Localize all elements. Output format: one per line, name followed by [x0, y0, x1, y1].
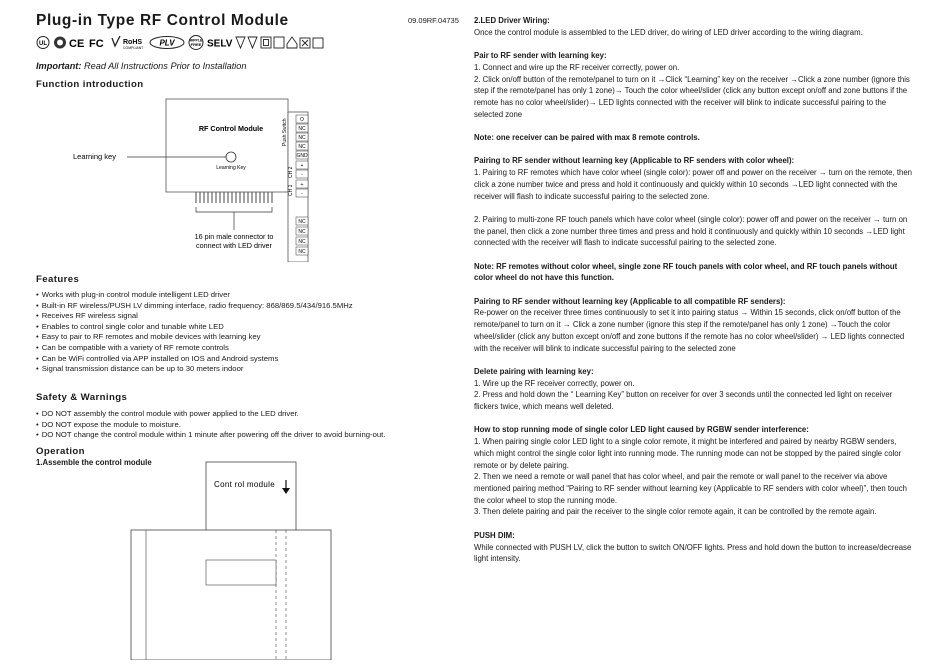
stop-step-2: 2. Then we need a remote or wall panel that has color wheel, and pair the remote or wall panel to the receiver via above mentioned pairing method “Pairing to RF sender without learning key (Applicable to RF senders with color wheel)”, then touch the color wheel to stop the running mode. — [474, 472, 907, 505]
ripple-free-mark-icon — [189, 36, 203, 50]
svg-text:Push Switch: Push Switch — [282, 118, 288, 146]
pair-nokey-step-2: 2. Pairing to multi-zone RF touch panels which have color wheel (single color): power off and power on the receiver → turn on the panel, then click a zone number three times and press and hold it continuously and quickly within 10 seconds →LED light connected with the receiver will flash to indicate successful pairing to the selected zone. — [474, 214, 908, 248]
pair-key-step-2: 2. Click on/off button of the remote/panel to turn on it →Click “Learning” key on the receiver →Click a zone number (ignore this step if the remote/panel has only 1 zone)→ Touch the color wheel/slider (click any button except on/off and zone buttons if the remote has no color wheel/slider)→ LED lights connected with the receiver will blink to indicate successful pairing to the selected zone — [474, 74, 910, 119]
ul-mark-icon — [37, 37, 49, 49]
note1-section — [474, 132, 914, 144]
important-text: Read All Instructions Prior to Installation — [81, 61, 247, 71]
connector-label-line2: connect with LED driver — [196, 241, 272, 250]
svg-text:CE: CE — [69, 38, 85, 50]
list-item: • Enables to control single color and tunable white LED — [36, 322, 353, 333]
important-notice — [36, 61, 247, 71]
svg-text:RIPPLE: RIPPLE — [189, 38, 203, 43]
stop-step-3: 3. Then delete pairing and pair the receiver to the single color remote again, it can be controlled by the remote again. — [474, 507, 877, 517]
operation-sub-heading: 1.Assemble the control module — [36, 458, 152, 467]
list-item: • Built-in RF wireless/PUSH LV dimming interface, radio frequency: 868/869.5/434/916.5MHz — [36, 301, 353, 312]
stop-heading: How to stop running mode of single color LED light caused by RGBW sender interference: — [474, 425, 809, 435]
svg-text:CH 1: CH 1 — [288, 184, 294, 196]
svg-text:-: - — [301, 191, 303, 197]
list-item: • Signal transmission distance can be up to 30 meters indoor — [36, 364, 353, 375]
page-title: Plug-in Type RF Control Module — [36, 12, 289, 29]
delete-section — [474, 366, 914, 413]
svg-text:SELV: SELV — [207, 38, 233, 50]
rohs-mark-icon — [112, 36, 144, 50]
list-item: • Easy to pair to RF remotes and mobile devices with learning key — [36, 332, 353, 343]
svg-text:NC: NC — [298, 229, 306, 235]
svg-text:O: O — [300, 117, 304, 123]
learning-key-small-label: Learning Key — [216, 165, 246, 171]
plv-mark-icon — [150, 37, 184, 49]
svg-text:UL: UL — [39, 41, 47, 47]
note1: Note: one receiver can be paired with max 8 remote controls. — [474, 133, 700, 142]
svg-text:+: + — [300, 163, 304, 169]
svg-text:CH 2: CH 2 — [288, 166, 294, 178]
pin-connector-teeth — [196, 192, 272, 203]
note2: Note: RF remotes without color wheel, single zone RF touch panels with color wheel, and RF touch panels without color wheel do not have this function. — [474, 261, 898, 283]
list-item: • Works with plug-in control module intelligent LED driver — [36, 290, 353, 301]
important-prefix: Important: — [36, 61, 82, 71]
list-item: • Can be compatible with a variety of RF remote controls — [36, 343, 353, 354]
pair-nokey-section-2 — [474, 214, 914, 249]
module-label: RF Control Module — [198, 124, 264, 133]
pair-key-heading: Pair to RF sender with learning key: — [474, 51, 607, 61]
pair-nokey-section — [474, 155, 914, 202]
module-body — [166, 99, 288, 192]
svg-text:NC: NC — [298, 219, 306, 225]
pair-all-text: Re-power on the receiver three times continuously to set it into pairing status → Within 15 seconds, click on/off button of the remote/panel to turn on it → Click a zone number (ignore this step if the remote/panel has only 1 zone) →Touch the color wheel/slider (click any button except on/off and zone buttons if the remote has no color wheel/slider) → LED lights connected with the receiver will blink to indicate successful pairing to the selected zone — [474, 308, 905, 353]
selv-mark-icon — [207, 39, 233, 50]
svg-text:PLV: PLV — [159, 38, 175, 48]
svg-text:NC: NC — [298, 135, 306, 141]
pair-key-step-1: 1. Connect and wire up the RF receiver correctly, power on. — [474, 62, 680, 72]
svg-text:NC: NC — [298, 144, 306, 150]
svg-text:GND: GND — [296, 153, 308, 159]
pair-all-heading: Pairing to RF sender without learning key (Applicable to all compatible RF senders): — [474, 296, 786, 306]
list-item: • DO NOT change the control module within 1 minute after powering off the driver to avoid burning-out. — [36, 430, 385, 441]
svg-text:NC: NC — [298, 249, 306, 255]
svg-text:NC: NC — [298, 239, 306, 245]
control-module-label: Cont rol module — [214, 480, 275, 489]
svg-text:-: - — [301, 172, 303, 178]
push-text: While connected with PUSH LV, click the button to switch ON/OFF lights. Press and hold down the button to increase/decrease light intensity. — [474, 542, 912, 564]
safety-heading: Safety & Warnings — [36, 392, 128, 403]
pair-nokey-step-1: 1. Pairing to RF remotes which have color wheel (single color): power off and power on the receiver → turn on the remote, then click a zone number twice and press and hold it continuously and quickly within 10 seconds →LED light connected with the receiver will flash to indicate successful pairing to the selected zone. — [474, 168, 913, 201]
list-item: • Can be WiFi controlled via APP installed on IOS and Android systems — [36, 354, 353, 365]
safety-symbols-icon — [236, 37, 323, 48]
safety-list — [36, 409, 385, 441]
note2-section — [474, 261, 914, 284]
driver-body — [131, 530, 331, 660]
wiring-text: Once the control module is assembled to the LED driver, do wiring of LED driver according to the wiring diagram. — [474, 27, 863, 37]
stop-section — [474, 424, 914, 518]
learning-key-label: Learning key — [73, 152, 116, 161]
fcc-mark-icon — [89, 38, 104, 50]
list-item: • DO NOT assembly the control module with power applied to the LED driver. — [36, 409, 385, 420]
document-number: 09.09RF.04735 — [408, 16, 459, 25]
pair-key-section — [474, 50, 914, 120]
svg-text:RoHS: RoHS — [123, 39, 143, 46]
connector-label-line1: 16 pin male connector to — [194, 232, 274, 241]
wiring-heading: 2.LED Driver Wiring: — [474, 16, 550, 25]
delete-step-2: 2. Press and hold down the “ Learning Key” button on receiver for over 3 seconds until the connected led light on receiver flickers twice, which means well deleted. — [474, 390, 893, 412]
delete-heading: Delete pairing with learning key: — [474, 366, 594, 376]
svg-text:FREE: FREE — [190, 42, 202, 47]
function-intro-heading: Function introduction — [36, 79, 144, 90]
approval-circle-icon — [54, 37, 66, 49]
wiring-section — [474, 15, 914, 38]
push-heading: PUSH DIM: — [474, 530, 515, 540]
list-item: • Receives RF wireless signal — [36, 311, 353, 322]
pair-nokey-heading: Pairing to RF sender without learning key (Applicable to RF senders with color wheel): — [474, 156, 795, 166]
svg-text:COMPLIANT: COMPLIANT — [123, 46, 144, 50]
learning-key-icon — [226, 152, 236, 162]
list-item: • DO NOT expose the module to moisture. — [36, 420, 385, 431]
pair-all-section — [474, 296, 914, 355]
features-list — [36, 290, 353, 375]
stop-step-1: 1. When pairing single color LED light to a single color remote, it might be interfered and paired by nearby RGBW senders, which might control the single color light into running mode. The running mode can not be stopped by the paired single color remote or by delete pairing. — [474, 437, 902, 470]
certification-marks — [36, 35, 336, 50]
operation-heading: Operation — [36, 446, 85, 457]
assembly-diagram — [126, 460, 346, 660]
push-section — [474, 530, 914, 565]
module-diagram — [60, 94, 320, 262]
ce-mark-icon — [69, 38, 84, 50]
svg-text:FC: FC — [89, 38, 104, 50]
svg-text:NC: NC — [298, 126, 306, 132]
svg-text:+: + — [300, 182, 304, 188]
features-heading: Features — [36, 274, 80, 285]
right-column — [474, 15, 914, 577]
delete-step-1: 1. Wire up the RF receiver correctly, power on. — [474, 378, 635, 388]
